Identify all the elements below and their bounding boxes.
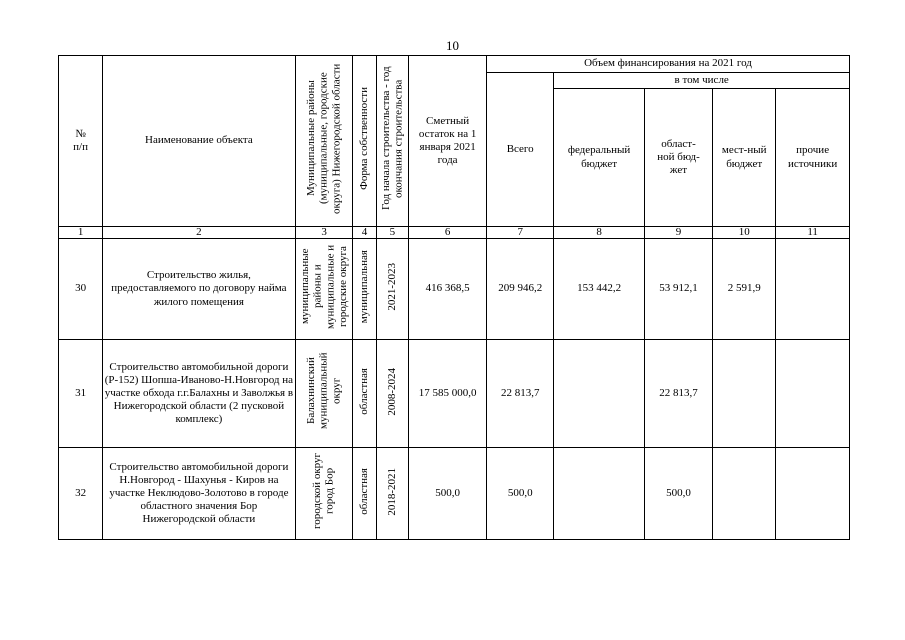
- row-local: [713, 340, 776, 448]
- header-balance: Сметный остаток на 1 января 2021 года: [409, 56, 487, 227]
- budget-table: [58, 55, 850, 540]
- row-regional: 22 813,7: [644, 340, 712, 448]
- row-regional: 500,0: [644, 448, 712, 540]
- row-other: [776, 239, 850, 340]
- column-number-row: [59, 227, 850, 239]
- row-district: Балахнинский муниципальный округ: [295, 340, 353, 448]
- row-balance: 17 585 000,0: [409, 340, 487, 448]
- row-other: [776, 340, 850, 448]
- header-local: мест-ный бюджет: [713, 89, 776, 227]
- col-number: 9: [644, 227, 712, 239]
- row-name: Строительство автомобильной дороги Н.Новгород - Шахунья - Киров на участке Неклюдово-Золотово в городе областного значения Бор Нижегородской области: [103, 448, 295, 540]
- col-number: 11: [776, 227, 850, 239]
- col-number: 7: [487, 227, 554, 239]
- header-ownership: Форма собственности: [353, 56, 376, 227]
- col-number: 3: [295, 227, 353, 239]
- col-number: 6: [409, 227, 487, 239]
- row-federal: [554, 340, 644, 448]
- header-no: № п/п: [59, 56, 103, 227]
- header-other: прочие источники: [776, 89, 850, 227]
- header-including: в том числе: [554, 73, 850, 89]
- row-local: 2 591,9: [713, 239, 776, 340]
- row-no: 32: [59, 448, 103, 540]
- row-ownership: областная: [353, 448, 376, 540]
- col-number: 8: [554, 227, 644, 239]
- row-total: 209 946,2: [487, 239, 554, 340]
- row-total: 500,0: [487, 448, 554, 540]
- col-number: 5: [376, 227, 409, 239]
- table-row: [59, 340, 850, 448]
- header-total: Всего: [487, 73, 554, 227]
- row-name: Строительство жилья, предоставляемого по договору найма жилого помещения: [103, 239, 295, 340]
- header-years: Год начала строительства - год окончания строительства: [376, 56, 409, 227]
- row-district: муниципальные районы и муниципальные и городские округа: [295, 239, 353, 340]
- row-total: 22 813,7: [487, 340, 554, 448]
- col-number: 10: [713, 227, 776, 239]
- page-number: 10: [446, 38, 459, 53]
- row-years: 2008-2024: [376, 340, 409, 448]
- row-district: городской округ город Бор: [295, 448, 353, 540]
- header-regional: област-ной бюд-жет: [644, 89, 712, 227]
- row-balance: 416 368,5: [409, 239, 487, 340]
- header-district: Муниципальные районы (муниципальные, городские округа) Нижегородской области: [295, 56, 353, 227]
- row-other: [776, 448, 850, 540]
- row-ownership: областная: [353, 340, 376, 448]
- col-number: 1: [59, 227, 103, 239]
- row-years: 2021-2023: [376, 239, 409, 340]
- col-number: 2: [103, 227, 295, 239]
- col-number: 4: [353, 227, 376, 239]
- header-funding-title: Объем финансирования на 2021 год: [487, 56, 850, 73]
- table-row: [59, 239, 850, 340]
- header-name: Наименование объекта: [103, 56, 295, 227]
- row-no: 31: [59, 340, 103, 448]
- row-local: [713, 448, 776, 540]
- table-row: [59, 448, 850, 540]
- row-name: Строительство автомобильной дороги (Р-152) Шопша-Иваново-Н.Новгород на участке обхода г.г.Балахны и Заволжья в Нижегородской области (2 пусковой комплекс): [103, 340, 295, 448]
- row-regional: 53 912,1: [644, 239, 712, 340]
- row-ownership: муниципальная: [353, 239, 376, 340]
- row-years: 2018-2021: [376, 448, 409, 540]
- header-row-1: [59, 56, 850, 73]
- row-federal: [554, 448, 644, 540]
- header-federal: федеральный бюджет: [554, 89, 644, 227]
- row-balance: 500,0: [409, 448, 487, 540]
- row-federal: 153 442,2: [554, 239, 644, 340]
- row-no: 30: [59, 239, 103, 340]
